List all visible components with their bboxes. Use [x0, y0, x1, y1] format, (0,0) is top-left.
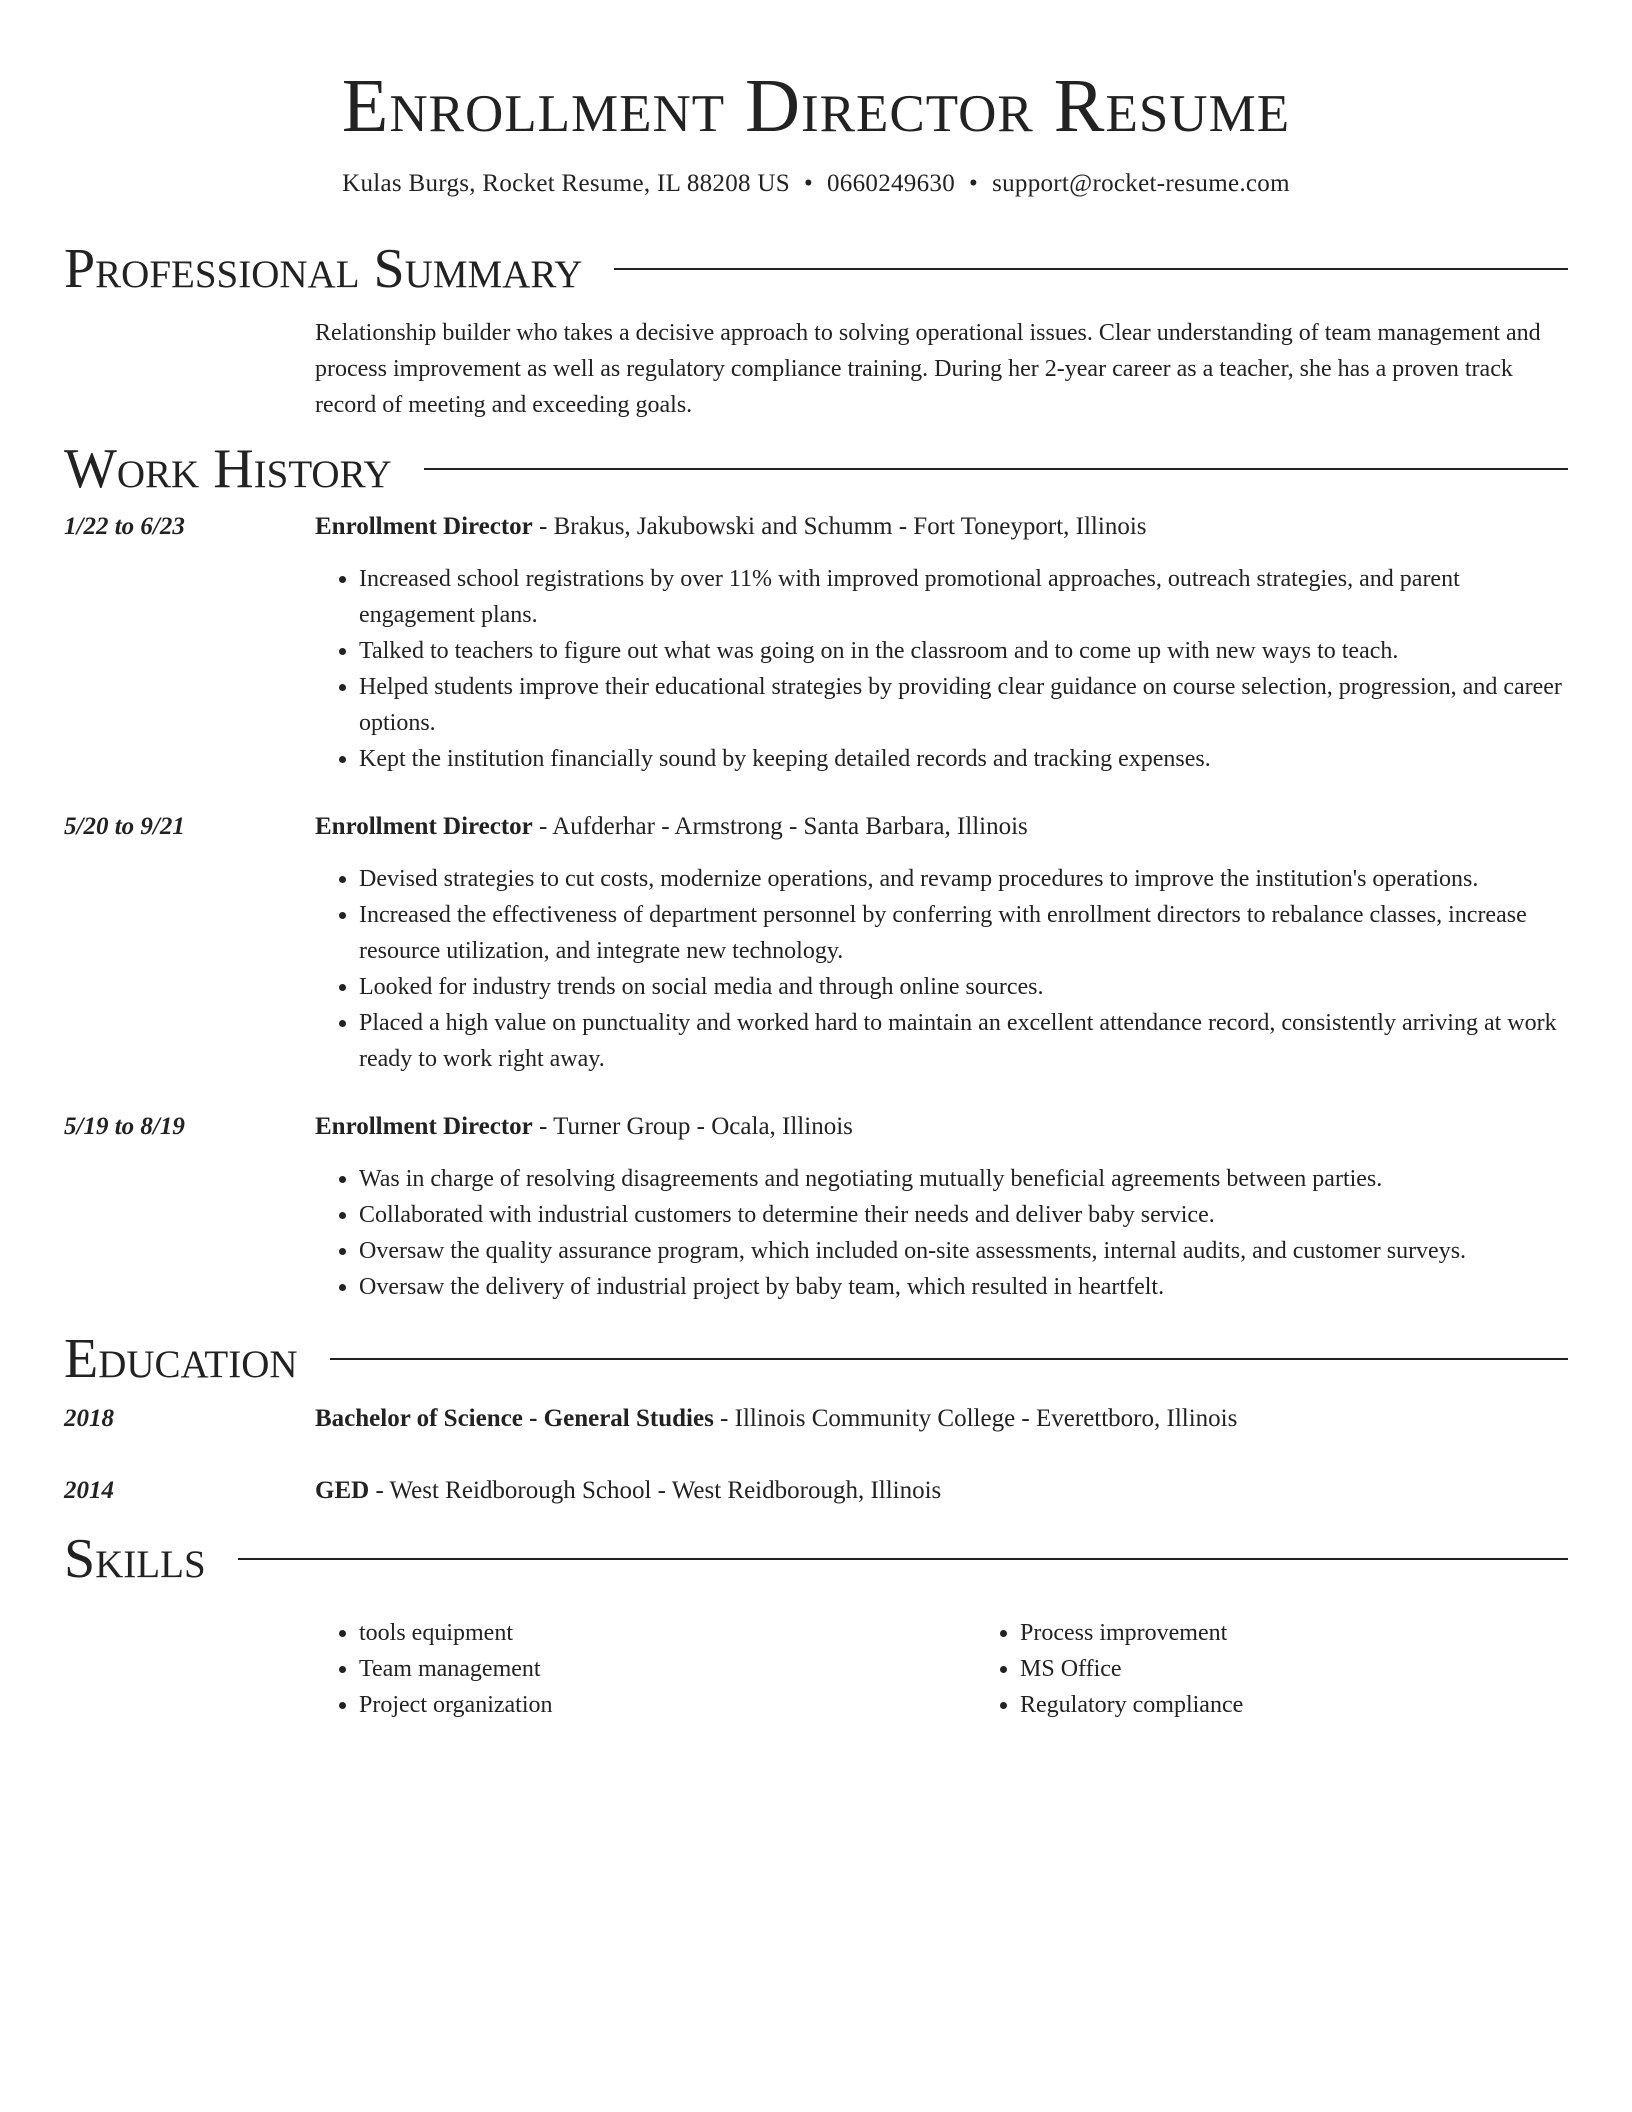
job-heading	[315, 509, 1568, 545]
job-details: - Turner Group - Ocala, Illinois	[532, 1113, 853, 1140]
list-item: • Collaborated with industrial customers to determine their needs and deliver baby service.	[359, 1197, 1568, 1233]
education-details: - Illinois Community College - Everettboro, Illinois	[713, 1405, 1238, 1432]
job-role: Enrollment Director	[315, 513, 533, 540]
skills-row	[64, 1615, 1568, 1723]
contact-phone: 0660249630	[827, 170, 955, 197]
job-heading	[315, 809, 1568, 845]
education-degree: Bachelor of Science - General Studies	[315, 1405, 714, 1432]
resume-title: Enrollment Director Resume	[341, 64, 1291, 148]
job-dates: 5/19 to 8/19	[64, 1113, 185, 1140]
summary-section-header	[64, 237, 1568, 301]
job-bullets	[315, 1161, 1568, 1305]
contact-email: support@rocket-resume.com	[992, 170, 1290, 197]
list-item: • Looked for industry trends on social media and through online sources.	[359, 969, 1568, 1005]
skill-item: • MS Office	[1020, 1651, 1632, 1687]
skills-list-right	[976, 1615, 1632, 1723]
education-details: - West Reidborough School - West Reidborough, Illinois	[369, 1477, 942, 1504]
resume-page	[64, 0, 1568, 1723]
list-item: • Oversaw the delivery of industrial project by baby team, which resulted in heartfelt.	[359, 1269, 1568, 1305]
education-heading	[315, 1401, 1568, 1437]
skills-section-header	[64, 1527, 1568, 1591]
job-role: Enrollment Director	[315, 1113, 533, 1140]
education-year: 2018	[64, 1405, 114, 1432]
contact-separator: •	[969, 170, 979, 197]
skill-item: • Team management	[359, 1651, 976, 1687]
contact-separator: •	[803, 170, 813, 197]
job-entry	[64, 1109, 1568, 1305]
skill-item: • Regulatory compliance	[1020, 1687, 1632, 1723]
job-details: - Aufderhar - Armstrong - Santa Barbara, Illinois	[532, 813, 1028, 840]
section-divider	[614, 268, 1568, 270]
work-section-title: Work History	[64, 438, 392, 500]
job-entry	[64, 809, 1568, 1077]
contact-line	[64, 168, 1568, 200]
job-entry	[64, 509, 1568, 777]
list-item: • Increased school registrations by over 11% with improved promotional approaches, outreach strategies, and parent engagement plans.	[359, 561, 1568, 633]
job-bullets	[315, 561, 1568, 777]
list-item: • Talked to teachers to figure out what was going on in the classroom and to come up with new ways to teach.	[359, 633, 1568, 669]
summary-row	[64, 315, 1568, 423]
list-item: • Devised strategies to cut costs, modernize operations, and revamp procedures to improve the institution's operations.	[359, 861, 1568, 897]
section-divider	[424, 468, 1568, 470]
education-year: 2014	[64, 1477, 114, 1504]
skill-item: • Project organization	[359, 1687, 976, 1723]
skills-grid	[315, 1615, 1632, 1723]
job-dates: 1/22 to 6/23	[64, 513, 185, 540]
job-bullets	[315, 861, 1568, 1077]
education-section-header	[64, 1327, 1568, 1391]
education-entry	[64, 1473, 1568, 1509]
summary-text: Relationship builder who takes a decisive approach to solving operational issues. Clear understanding of team management and process improvement as well as regulatory compliance training. During her 2-year career as a teacher, she has a proven track record of meeting and exceeding goals.	[315, 320, 1541, 418]
list-item: • Kept the institution financially sound by keeping detailed records and tracking expenses.	[359, 741, 1568, 777]
summary-section-title: Professional Summary	[64, 238, 583, 300]
education-degree: GED	[315, 1477, 370, 1504]
skills-list-left	[315, 1615, 976, 1723]
list-item: • Increased the effectiveness of department personnel by conferring with enrollment directors to rebalance classes, increase resource utilization, and integrate new technology.	[359, 897, 1568, 969]
section-divider	[238, 1558, 1568, 1560]
education-section-title: Education	[64, 1328, 298, 1390]
job-heading	[315, 1109, 1568, 1145]
list-item: • Was in charge of resolving disagreements and negotiating mutually beneficial agreements between parties.	[359, 1161, 1568, 1197]
skill-item: • tools equipment	[359, 1615, 976, 1651]
job-role: Enrollment Director	[315, 813, 533, 840]
list-item: • Oversaw the quality assurance program, which included on-site assessments, internal audits, and customer surveys.	[359, 1233, 1568, 1269]
education-heading	[315, 1473, 1568, 1509]
list-item: • Helped students improve their educational strategies by providing clear guidance on course selection, progression, and career options.	[359, 669, 1568, 741]
skill-item: • Process improvement	[1020, 1615, 1632, 1651]
education-entry	[64, 1401, 1568, 1437]
section-divider	[330, 1358, 1568, 1360]
contact-address: Kulas Burgs, Rocket Resume, IL 88208 US	[342, 170, 790, 197]
list-item: • Placed a high value on punctuality and worked hard to maintain an excellent attendance record, consistently arriving at work ready to work right away.	[359, 1005, 1568, 1077]
job-details: - Brakus, Jakubowski and Schumm - Fort Toneyport, Illinois	[532, 513, 1147, 540]
skills-section-title: Skills	[64, 1528, 206, 1590]
job-dates: 5/20 to 9/21	[64, 813, 185, 840]
work-section-header	[64, 437, 1568, 501]
